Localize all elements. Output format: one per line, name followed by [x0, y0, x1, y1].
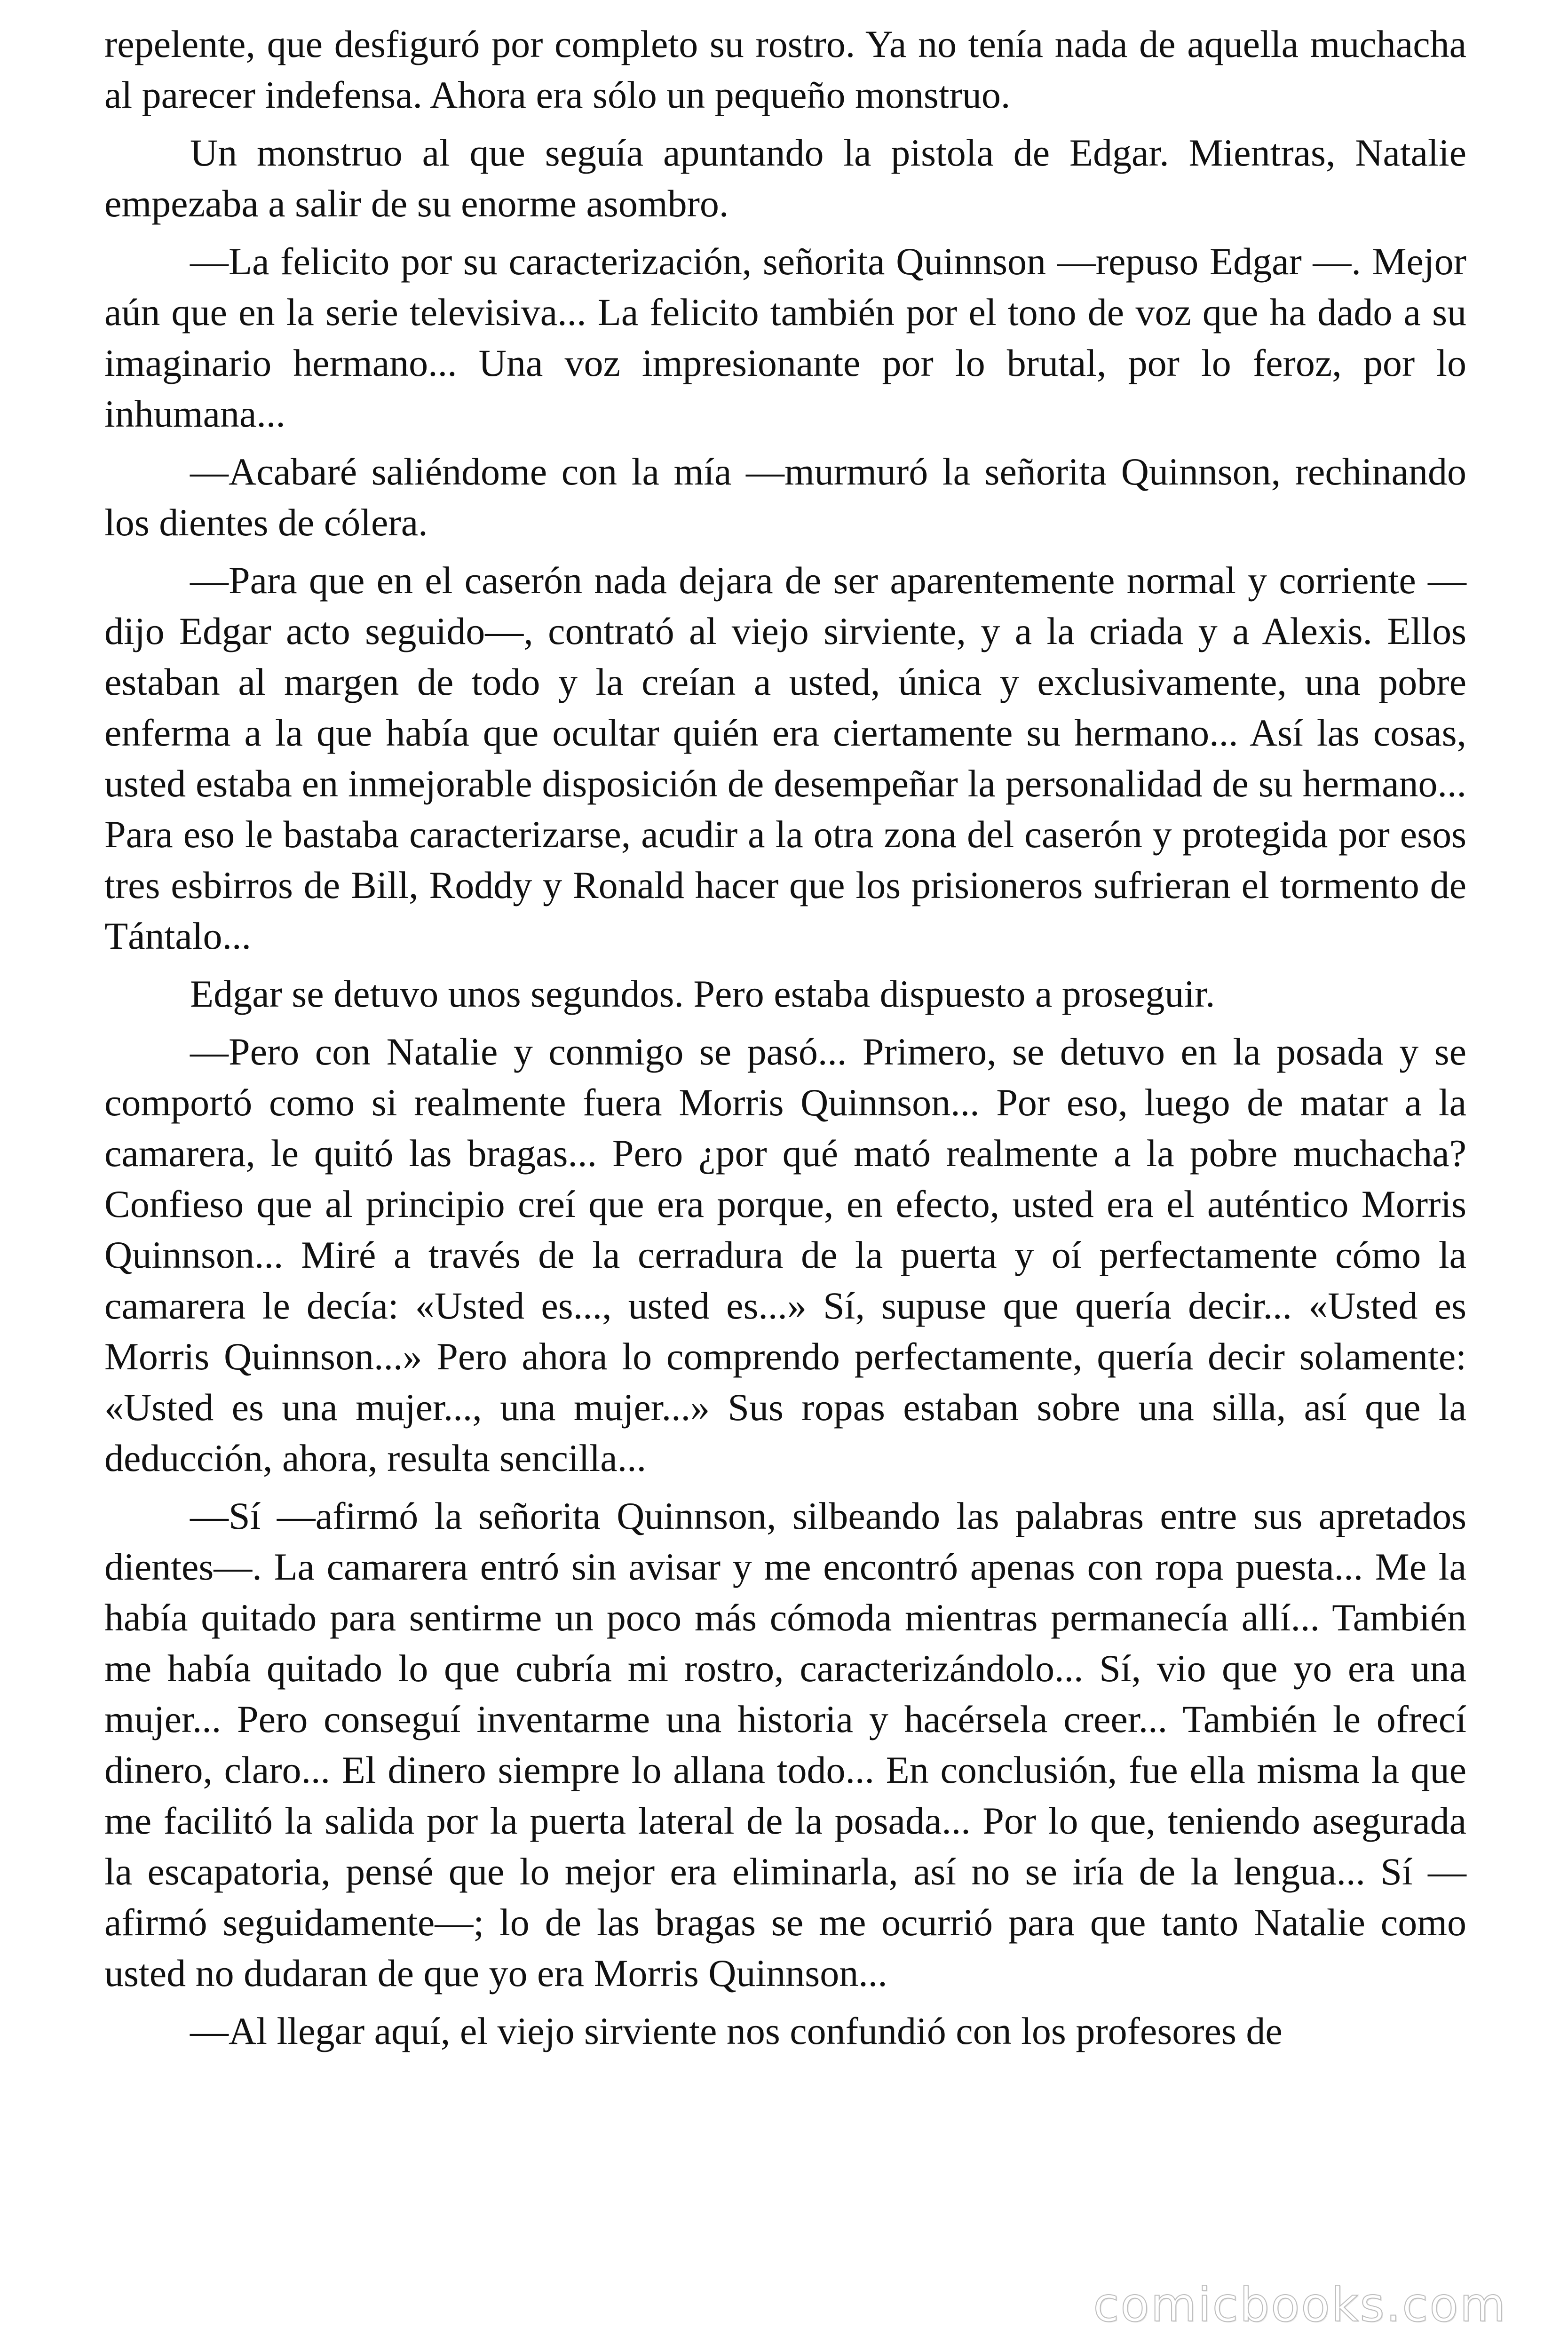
watermark-logo: comicbooks.com: [1093, 2277, 1507, 2332]
paragraph-2: Un monstruo al que seguía apuntando la pistola de Edgar. Mientras, Natalie empezaba a salir de su enorme asombro.: [104, 131, 1466, 225]
paragraph-8: —Sí —afirmó la señorita Quinnson, silbeando las palabras entre sus apretados dientes—. La camarera entró sin avisar y me encontró apenas con ropa puesta... Me la había quitado para sentirme un poco más cómoda mientras permanecía allí... También me había quitado lo que cubría mi rostro, caracterizándolo... Sí, vio que yo era una mujer... Pero conseguí inventarme una historia y hacérsela creer... También le ofrecí dinero, claro... El dinero siempre lo allana todo... En conclusión, fue ella misma la que me facilitó la salida por la puerta lateral de la posada... Por lo que, teniendo asegurada la escapatoria, pensé que lo mejor era eliminarla, así no se iría de la lengua... Sí —afirmó seguidamente—; lo de las bragas se me ocurrió para que tanto Natalie como usted no dudaran de que yo era Morris Quinnson...: [104, 1494, 1466, 1994]
paragraph-5: —Para que en el caserón nada dejara de ser aparentemente normal y corriente —dijo Edgar acto seguido—, contrató al viejo sirviente, y a la criada y a Alexis. Ellos estaban al margen de todo y la creían a usted, única y exclusivamente, una pobre enferma a la que había que ocultar quién era ciertamente su hermano... Así las cosas, usted estaba en inmejorable disposición de desempeñar la personalidad de su hermano... Para eso le bastaba caracterizarse, acudir a la otra zona del caserón y protegida por esos tres esbirros de Bill, Roddy y Ronald hacer que los prisioneros sufrieran el tormento de Tántalo...: [104, 559, 1466, 957]
paragraph-7: —Pero con Natalie y conmigo se pasó... Primero, se detuvo en la posada y se comportó como si realmente fuera Morris Quinnson... Por eso, luego de matar a la camarera, le quitó las bragas... Pero ¿por qué mató realmente a la pobre muchacha? Confieso que al principio creí que era porque, en efecto, usted era el auténtico Morris Quinnson... Miré a través de la cerradura de la puerta y oí perfectamente cómo la camarera le decía: «Usted es..., usted es...» Sí, supuse que quería decir... «Usted es Morris Quinnson...» Pero ahora lo comprendo perfectamente, quería decir solamente: «Usted es una mujer..., una mujer...» Sus ropas estaban sobre una silla, así que la deducción, ahora, resulta sencilla...: [104, 1030, 1466, 1479]
paragraph-6: Edgar se detuvo unos segundos. Pero estaba dispuesto a proseguir.: [190, 972, 1215, 1015]
paragraph-1: repelente, que desfiguró por completo su rostro. Ya no tenía nada de aquella muchacha al parecer indefensa. Ahora era sólo un pequeño monstruo.: [104, 23, 1466, 116]
paragraph-9: —Al llegar aquí, el viejo sirviente nos confundió con los profesores de: [190, 2010, 1283, 2052]
page-text: [104, 19, 1466, 2064]
paragraph-4: —Acabaré saliéndome con la mía —murmuró la señorita Quinnson, rechinando los dientes de cólera.: [104, 450, 1466, 544]
paragraph-3: —La felicito por su caracterización, señorita Quinnson —repuso Edgar —. Mejor aún que en la serie televisiva... La felicito también por el tono de voz que ha dado a su imaginario hermano... Una voz impresionante por lo brutal, por lo feroz, por lo inhumana...: [104, 240, 1466, 435]
